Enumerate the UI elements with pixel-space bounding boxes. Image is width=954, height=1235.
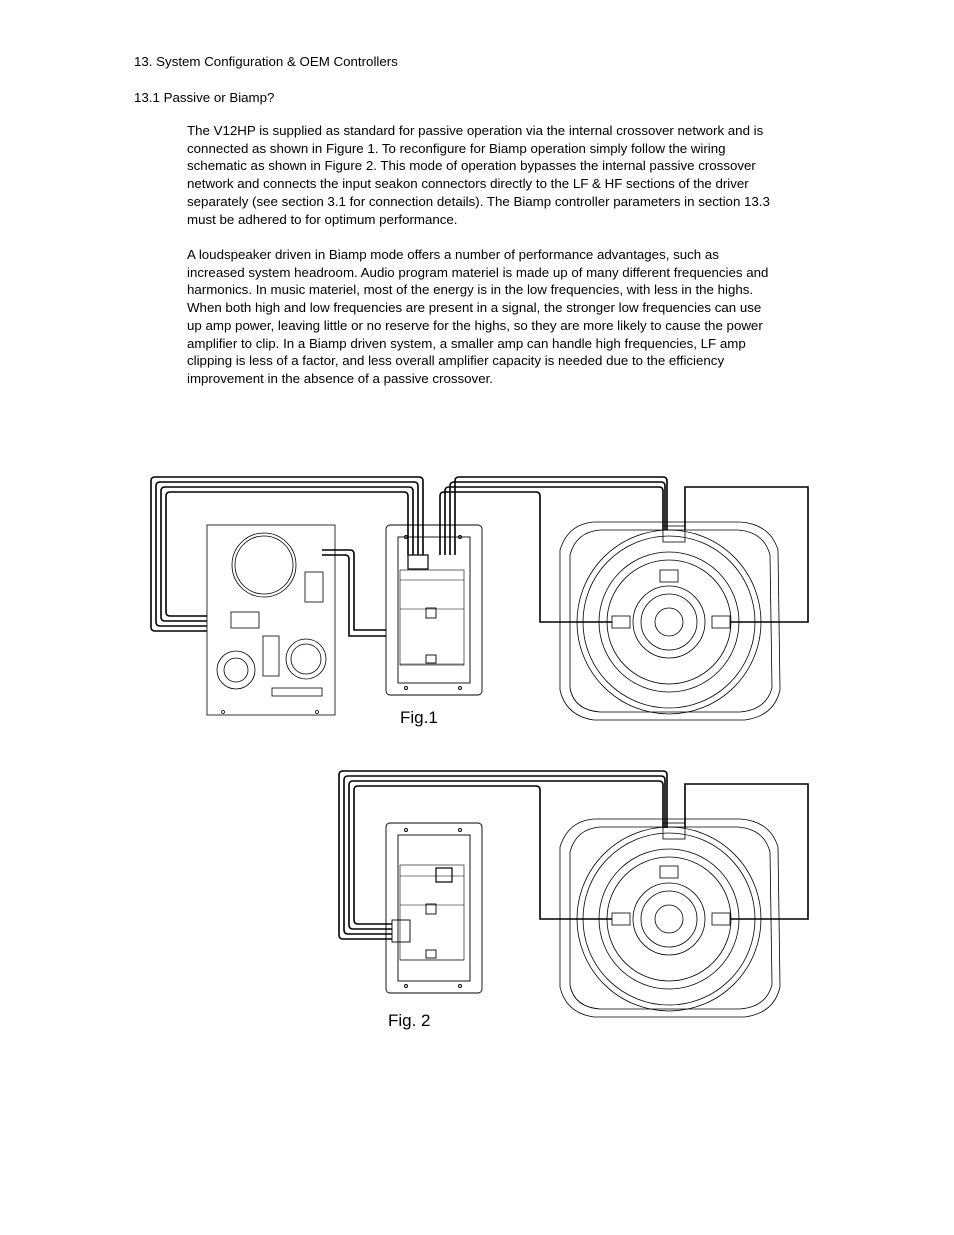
figure-2-label: Fig. 2	[388, 1011, 431, 1030]
paragraph-line: improvement in the absence of a passive crossover.	[187, 370, 493, 386]
paragraph-line: connected as shown in Figure 1. To reconfigure for Biamp operation simply follow the wiring	[187, 140, 726, 156]
emphasis-text: The Biamp controller parameters in section 13.3	[486, 193, 770, 209]
paragraph-line: clipping is less of a factor, and less overall amplifier capacity is needed due to the efficiency	[187, 353, 725, 369]
section-heading: 13. System Configuration & OEM Controllers	[134, 54, 398, 69]
driver	[560, 522, 780, 720]
paragraph-line: harmonics. In music materiel, most of the energy is in the low frequencies, with less in the highs.	[187, 282, 754, 298]
driver	[560, 819, 780, 1017]
paragraph-line: When both high and low frequencies are present in a signal, the stronger low frequencies can use	[187, 300, 762, 316]
paragraph-line: increased system headroom. Audio program materiel is made up of many different frequencies and	[187, 264, 769, 280]
paragraph-line: network and connects the input seakon connectors directly to the LF & HF sections of the driver	[187, 176, 749, 192]
figure-2-wiring-diagram	[0, 760, 954, 1050]
figure-1-label: Fig.1	[400, 708, 438, 727]
paragraph-line: amplifier to clip. In a Biamp driven system, a smaller amp can handle high frequencies, LF amp	[187, 335, 746, 351]
emphasis-text: must be adhered to for optimum performance.	[187, 211, 458, 227]
terminal-plate	[386, 525, 482, 695]
paragraph-text: separately (see section 3.1 for connection details).	[187, 193, 487, 209]
wiring-bundle-fig2	[339, 771, 808, 939]
terminal-plate	[386, 823, 482, 993]
paragraph-line: The V12HP is supplied as standard for passive operation via the internal crossover network and is	[187, 123, 764, 138]
paragraph-line: schematic as shown in Figure 2. This mode of operation bypasses the internal passive crossover	[187, 158, 756, 174]
subsection-heading: 13.1 Passive or Biamp?	[134, 90, 275, 105]
paragraph-line: up amp power, leaving little or no reserve for the highs, so they are more likely to cause the power	[187, 317, 763, 333]
crossover-board	[207, 525, 335, 715]
paragraph-line: A loudspeaker driven in Biamp mode offers a number of performance advantages, such as	[187, 247, 719, 262]
